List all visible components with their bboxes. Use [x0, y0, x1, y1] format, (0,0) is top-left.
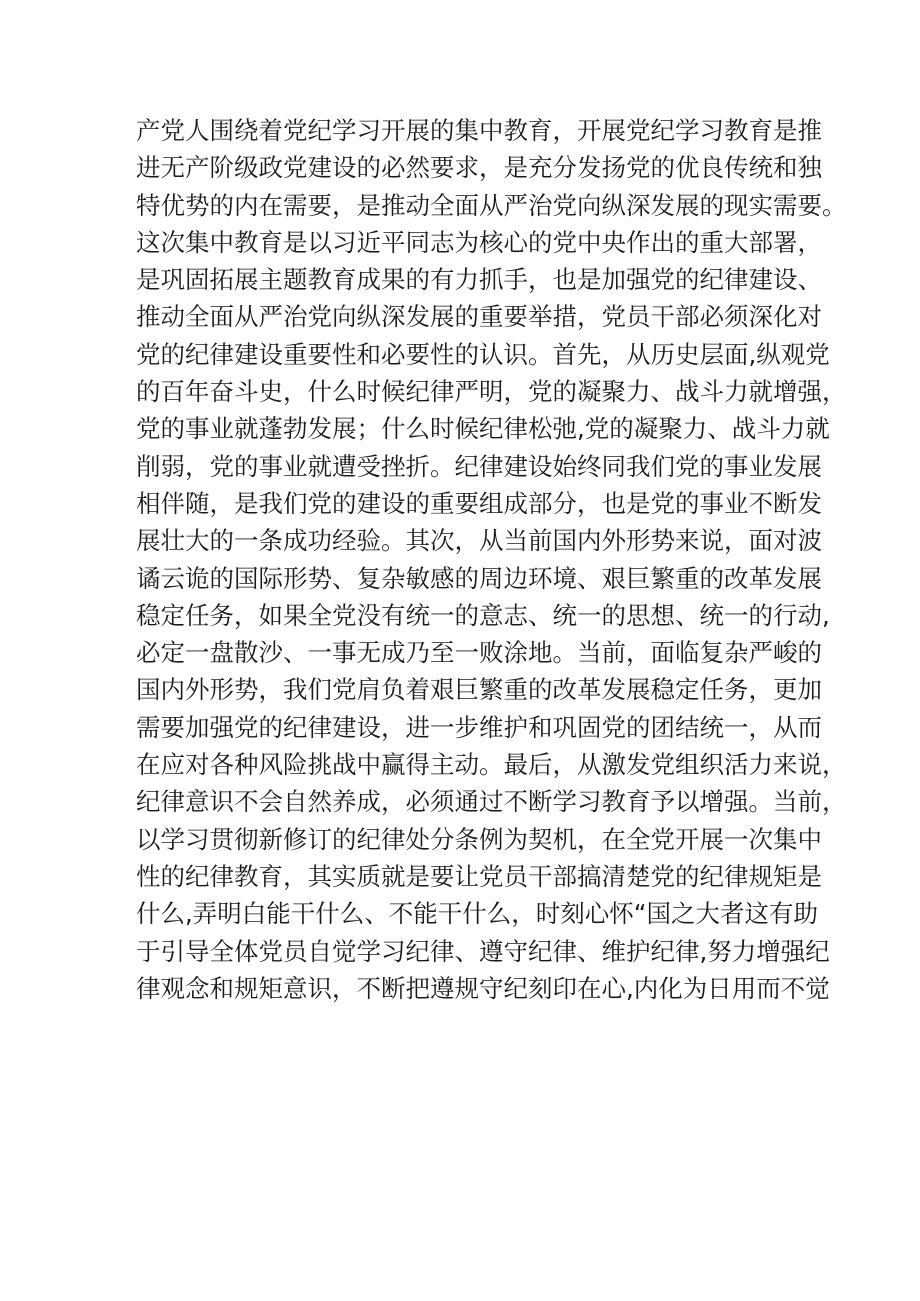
- body-text: [136, 112, 847, 1007]
- text-line: 党的事业就蓬勃发展；什么时候纪律松弛,党的凝聚力、战斗力就: [136, 414, 830, 444]
- text-line: 的百年奋斗史，什么时候纪律严明，党的凝聚力、战斗力就增强，: [136, 377, 847, 407]
- text-line: 推动全面从严治党向纵深发展的重要举措，党员干部必须深化对: [136, 302, 822, 332]
- text-line: 律观念和规矩意识，不断把遵规守纪刻印在心,内化为日用而不觉: [136, 973, 830, 1003]
- text-line: 在应对各种风险挑战中赢得主动。最后，从激发党组织活力来说，: [136, 750, 847, 780]
- text-line: 这次集中教育是以习近平同志为核心的党中央作出的重大部署，: [136, 227, 822, 257]
- text-line: 展壮大的一条成功经验。其次，从当前国内外形势来说，面对波: [136, 526, 822, 556]
- text-line: 削弱，党的事业就遭受挫折。纪律建设始终同我们党的事业发展: [136, 451, 822, 481]
- text-line: 必定一盘散沙、一事无成乃至一败涂地。当前，面临复杂严峻的: [136, 638, 822, 668]
- text-line: 以学习贯彻新修订的纪律处分条例为契机，在全党开展一次集中: [136, 824, 822, 854]
- text-line: 产党人围绕着党纪学习开展的集中教育，开展党纪学习教育是推: [136, 116, 822, 145]
- text-line: 特优势的内在需要，是推动全面从严治党向纵深发展的现实需要。: [136, 190, 847, 220]
- text-line: 纪律意识不会自然养成，必须通过不断学习教育予以增强。当前，: [136, 787, 847, 817]
- text-line: 相伴随，是我们党的建设的重要组成部分，也是党的事业不断发: [136, 488, 822, 518]
- text-line: 是巩固拓展主题教育成果的有力抓手，也是加强党的纪律建设、: [136, 265, 822, 295]
- text-line: 党的纪律建设重要性和必要性的认识。首先，从历史层面,纵观党: [136, 339, 830, 369]
- text-line: 谲云诡的国际形势、复杂敏感的周边环境、艰巨繁重的改革发展: [136, 563, 822, 593]
- text-line: 需要加强党的纪律建设，进一步维护和巩固党的团结统一，从而: [136, 712, 822, 742]
- text-line: 国内外形势，我们党肩负着艰巨繁重的改革发展稳定任务，更加: [136, 675, 822, 705]
- text-line: 稳定任务，如果全党没有统一的意志、统一的思想、统一的行动,: [136, 600, 830, 630]
- text-line: 于引导全体党员自觉学习纪律、遵守纪律、维护纪律,努力增强纪: [136, 936, 830, 966]
- text-line: 进无产阶级政党建设的必然要求，是充分发扬党的优良传统和独: [136, 153, 822, 183]
- text-line: 什么,弄明白能干什么、不能干什么，时刻心怀“国之大者这有助: [136, 899, 818, 929]
- text-line: 性的纪律教育，其实质就是要让党员干部搞清楚党的纪律规矩是: [136, 861, 822, 891]
